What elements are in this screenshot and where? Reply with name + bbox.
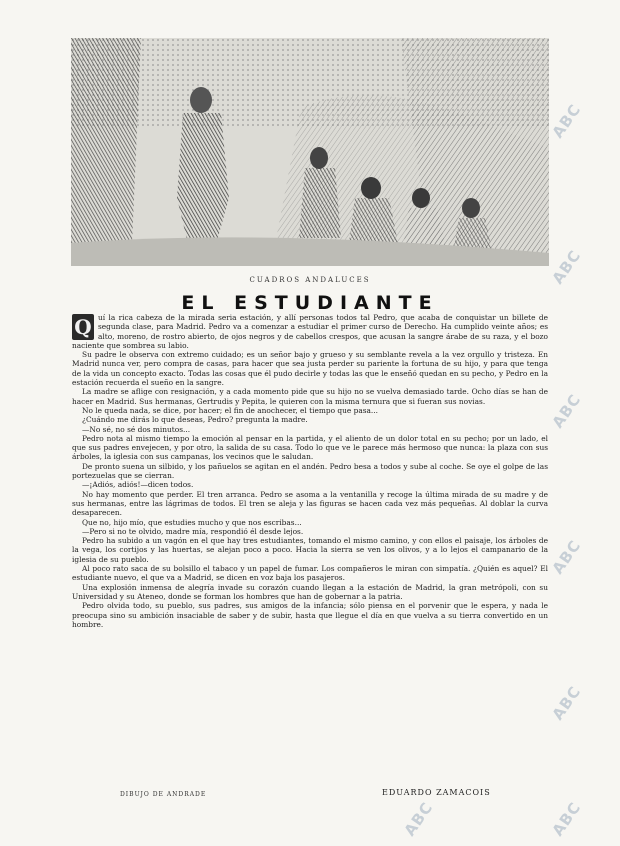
watermark: ABC — [548, 536, 585, 578]
paragraph-2: Su padre le observa con extremo cuidado; es un señor bajo y grueso y su semblante revela a la vez orgullo y tristeza. En Madrid nunca ver, pero compra de casas, para hacer que sea justa perder su pariente la fortuna de su hijo, y para que tenga de la vida un concepto exacto. Todas las cosas que él pudo decirle y todas las que le enseñó quedan en su pecho, y Pedro en la estación recuerda el sueño en la sangre. — [72, 350, 548, 388]
paragraph-15: Una explosión inmensa de alegría invade su corazón cuando llegan a la estación de Madrid, la gran metrópoli, con su Universidad y su Ateneo, donde se forman los hombres que han de gobernar a la patria. — [72, 582, 548, 601]
paragraph-5: ¿Cuándo me dirás lo que deseas, Pedro? pregunta la madre. — [82, 415, 308, 425]
article-title: EL ESTUDIANTE — [181, 292, 439, 314]
illustration-caption: CUADROS ANDALUCES — [249, 276, 371, 284]
watermark: ABC — [548, 246, 585, 288]
paragraph-16: Pedro olvida todo, su pueblo, sus padres, sus amigos de la infancia; sólo piensa en el porvenir que le espera, y nada le preocupa sino su ambición insaciable de saber y de subir, hasta que llegue el día en que vuelva a su tierra convertido en un hombre. — [72, 601, 548, 629]
paragraph-7: Pedro nota al mismo tiempo la emoción al pensar en la partida, y el aliento de un dolor total en su pecho; por un lado, el que sus padres envejecen, y por otro, la salida de su casa. Todo lo que ve le parece más hermoso que nunca: la plaza con sus árboles, la iglesia con sus campanas, los vecinos que le saludan. — [72, 433, 548, 462]
watermark: ABC — [400, 798, 437, 840]
paragraph-14: Al poco rato saca de su bolsillo el tabaco y un papel de fumar. Los compañeros le miran con simpatía. ¿Quién es aquel? El estudiante nuevo, el que va a Madrid, se dicen en voz baja los pasajeros. — [72, 564, 548, 583]
paragraph-11: Que no, hijo mío, que estudies mucho y que nos escribas... — [82, 517, 302, 527]
paragraph-8: De pronto suena un silbido, y los pañuelos se agitan en el andén. Pedro besa a todos y sube al coche. Se oye el golpe de las portezuelas que se cierran. — [72, 461, 548, 481]
watermark: ABC — [548, 682, 585, 724]
watermark: ABC — [548, 100, 585, 142]
watermark: ABC — [548, 390, 585, 432]
paragraph-9: —¡Adiós, adiós!—dicen todos. — [82, 480, 194, 490]
author-signature: EDUARDO ZAMACOIS — [382, 788, 491, 797]
paragraph-13: Pedro ha subido a un vagón en el que hay tres estudiantes, tomando el mismo camino, y con ellos el paisaje, los árboles de la vega, los cortijos y las huertas, se alejan poco a poco. Hacia la sierra se ven los olivos, y a lo lejos el campanario de la iglesia de su pueblo. — [72, 536, 548, 564]
paragraph-10: No hay momento que perder. El tren arranca. Pedro se asoma a la ventanilla y recoge la última mirada de su madre y de sus hermanas, entre las lágrimas de todos. El tren se aleja y las figuras se hacen cada vez más pequeñas. Al doblar la curva desaparecen. — [72, 489, 548, 518]
engraving-picture — [71, 38, 549, 266]
paragraph-6: —No sé, no sé dos minutos... — [82, 424, 191, 434]
article-body — [72, 313, 548, 788]
illustrator-credit: DIBUJO DE ANDRADE — [120, 791, 207, 798]
dropcap-letter: Q — [72, 314, 94, 340]
paragraph-4: No le queda nada, se dice, por hacer; el fin de anochecer, el tiempo que pasa... — [82, 405, 378, 415]
engraving-illustration — [71, 38, 549, 266]
paragraph-3: La madre se aflige con resignación, y a cada momento pide que su hijo no se vuelva demasiado tarde. Ocho días se han de hacer en Madrid. Sus hermanas, Gertrudis y Pepita, le quieren con la misma ternura que si fueran sus novias. — [72, 387, 548, 406]
paragraph-1 — [72, 313, 548, 350]
watermark: ABC — [548, 798, 585, 840]
paragraph-12: —Pero si no te olvido, madre mía, respondió él desde lejos. — [82, 526, 304, 536]
paragraph-text: uí la rica cabeza de la mirada seria estación, y allí personas todos tal Pedro, que acaba de conquistar un billete de segunda clase, para Madrid. Pedro va a comenzar a estudiar el primer curso de Derecho. Ha cumplido veinte años; es alto, moreno, de rostro abierto, de ojos negros y de cabellos crespos, que acusan la sangre árabe de su raza, y el bozo naciente que sombrea su labio. — [72, 313, 548, 350]
